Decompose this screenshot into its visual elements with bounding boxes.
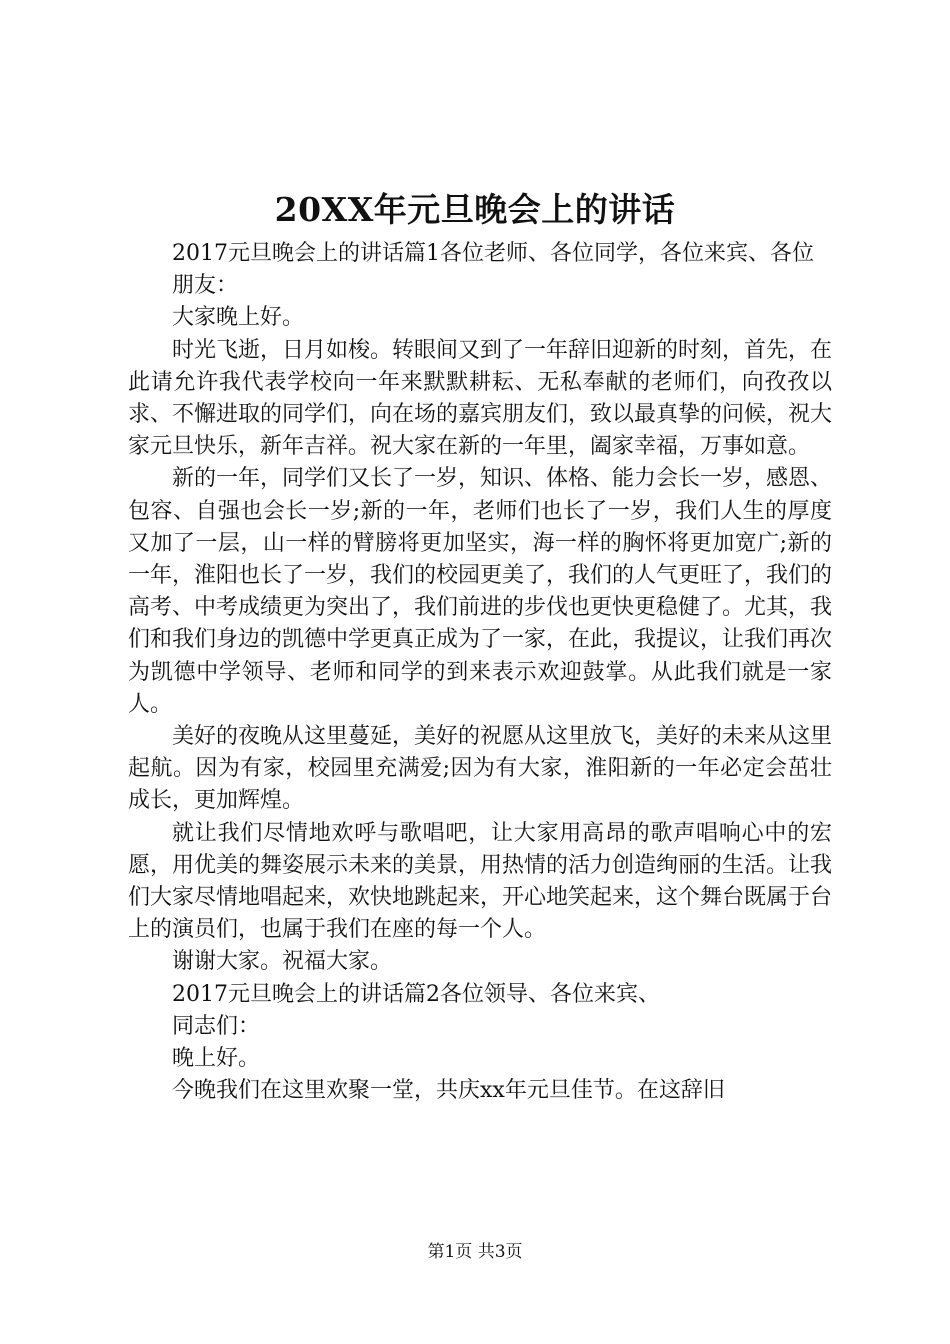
paragraph: 就让我们尽情地欢呼与歌唱吧，让大家用高昂的歌声唱响心中的宏愿，用优美的舞姿展示未来的美景，用热情的活力创造绚丽的生活。让我们大家尽情地唱起来，欢快地跳起来，开心地笑起来，这个舞台既属于台上的演员们，也属于我们在座的每一个人。 [128,820,833,943]
paragraph: 2017元旦晚会上的讲话篇2各位领导、各位来宾、 [172,981,660,1007]
paragraph: 朋友： [172,273,239,299]
paragraph: 今晚我们在这里欢聚一堂，共庆xx年元旦佳节。在这辞旧 [172,1078,725,1104]
paragraph: 同志们： [172,1013,261,1039]
document-body [128,238,832,1107]
page-footer: 第1页 共3页 [427,1242,523,1262]
paragraph: 晚上好。 [172,1046,261,1072]
document-title: 20XX年元旦晚会上的讲话 [274,190,676,229]
paragraph: 2017元旦晚会上的讲话篇1各位老师、各位同学，各位来宾、各位 [172,241,814,266]
paragraph: 新的一年，同学们又长了一岁，知识、体格、能力会长一岁，感恩、包容、自强也会长一岁;新的一年，老师们也长了一岁，我们人生的厚度又加了一层，山一样的臂膀将更加坚实，海一样的胸怀将更加宽广;新的一年，淮阳也长了一岁，我们的校园更美了，我们的人气更旺了，我们的高考、中考成绩更为突出了，我们前进的步伐也更快更稳健了。尤其，我们和我们身边的凯德中学更真正成为了一家，在此，我提议，让我们再次为凯德中学领导、老师和同学的到来表示欢迎鼓掌。从此我们就是一家人。 [128,466,833,717]
paragraph: 谢谢大家。祝福大家。 [172,949,393,975]
paragraph: 美好的夜晚从这里蔓延，美好的祝愿从这里放飞，美好的未来从这里起航。因为有家，校园里充满爱;因为有大家，淮阳新的一年必定会茁壮成长，更加辉煌。 [128,724,833,814]
paragraph: 时光飞逝，日月如梭。转眼间又到了一年辞旧迎新的时刻，首先，在此请允许我代表学校向一年来默默耕耘、无私奉献的老师们，向孜孜以求、不懈进取的同学们，向在场的嘉宾朋友们，致以最真挚的问候，祝大家元旦快乐，新年吉祥。祝大家在新的一年里，阖家幸福，万事如意。 [128,337,833,460]
paragraph: 大家晚上好。 [172,305,305,331]
